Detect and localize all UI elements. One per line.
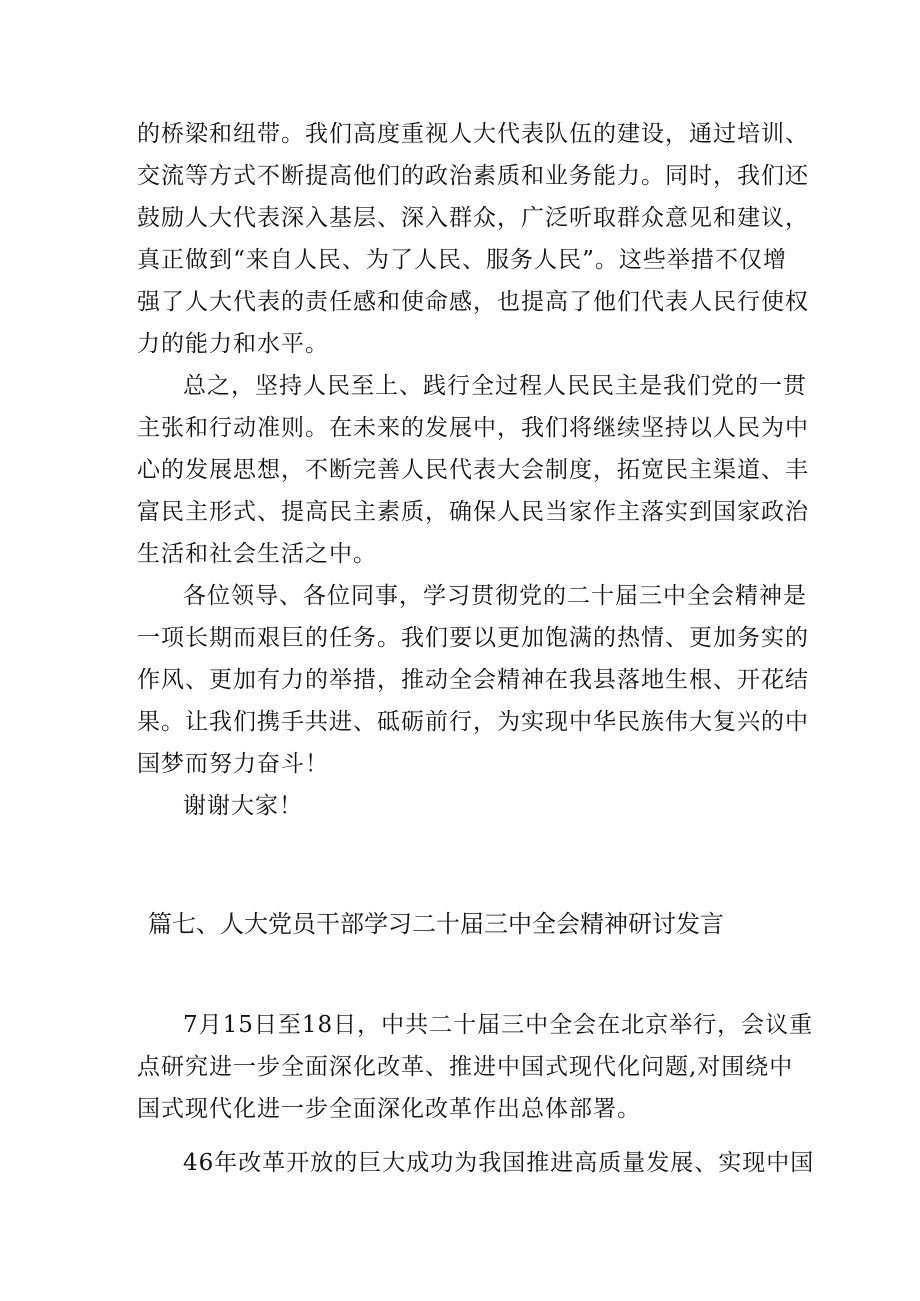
paragraph-3-line-1: 各位领导、各位同事，学习贯彻党的二十届三中全会精神是 bbox=[183, 583, 807, 609]
closing-remark: 谢谢大家！ bbox=[183, 793, 303, 819]
paragraph-1-line-2: 交流等方式不断提高他们的政治素质和业务能力。同时，我们还 bbox=[137, 163, 809, 189]
paragraph-4-line-1: 7月15日至18日，中共二十届三中全会在北京举行，会议重 bbox=[183, 1012, 814, 1038]
paragraph-1-line-3: 鼓励人大代表深入基层、深入群众，广泛听取群众意见和建议， bbox=[137, 205, 809, 231]
paragraph-3-line-2: 一项长期而艰巨的任务。我们要以更加饱满的热情、更加务实的 bbox=[137, 625, 809, 651]
paragraph-5-line-1: 46年改革开放的巨大成功为我国推进高质量发展、实现中国 bbox=[183, 1150, 815, 1176]
section-heading: 篇七、人大党员干部学习二十届三中全会精神研讨发言 bbox=[148, 910, 724, 938]
paragraph-4-line-2: 点研究进一步全面深化改革、推进中国式现代化问题,对围绕中 bbox=[137, 1054, 794, 1080]
paragraph-2-line-1: 总之，坚持人民至上、践行全过程人民民主是我们党的一贯 bbox=[183, 373, 807, 399]
paragraph-2-line-5: 生活和社会生活之中。 bbox=[137, 541, 377, 567]
paragraph-3-line-3: 作风、更加有力的举措，推动全会精神在我县落地生根、开花结 bbox=[137, 667, 809, 693]
paragraph-1-line-4: 真正做到“来自人民、为了人民、服务人民”。这些举措不仅增 bbox=[137, 247, 787, 273]
paragraph-3-line-5: 国梦而努力奋斗！ bbox=[137, 751, 329, 777]
paragraph-2-line-2: 主张和行动准则。在未来的发展中，我们将继续坚持以人民为中 bbox=[137, 415, 809, 441]
paragraph-1-line-5: 强了人大代表的责任感和使命感，也提高了他们代表人民行使权 bbox=[137, 289, 809, 315]
paragraph-1-line-6: 力的能力和水平。 bbox=[137, 331, 329, 357]
paragraph-3-line-4: 果。让我们携手共进、砥砺前行，为实现中华民族伟大复兴的中 bbox=[137, 709, 809, 735]
paragraph-2-line-3: 心的发展思想，不断完善人民代表大会制度，拓宽民主渠道、丰 bbox=[137, 457, 809, 483]
paragraph-2-line-4: 富民主形式、提高民主素质，确保人民当家作主落实到国家政治 bbox=[137, 499, 809, 525]
paragraph-1-line-1: 的桥梁和纽带。我们高度重视人大代表队伍的建设，通过培训、 bbox=[137, 121, 809, 147]
paragraph-4-line-3: 国式现代化进一步全面深化改革作出总体部署。 bbox=[137, 1096, 641, 1122]
